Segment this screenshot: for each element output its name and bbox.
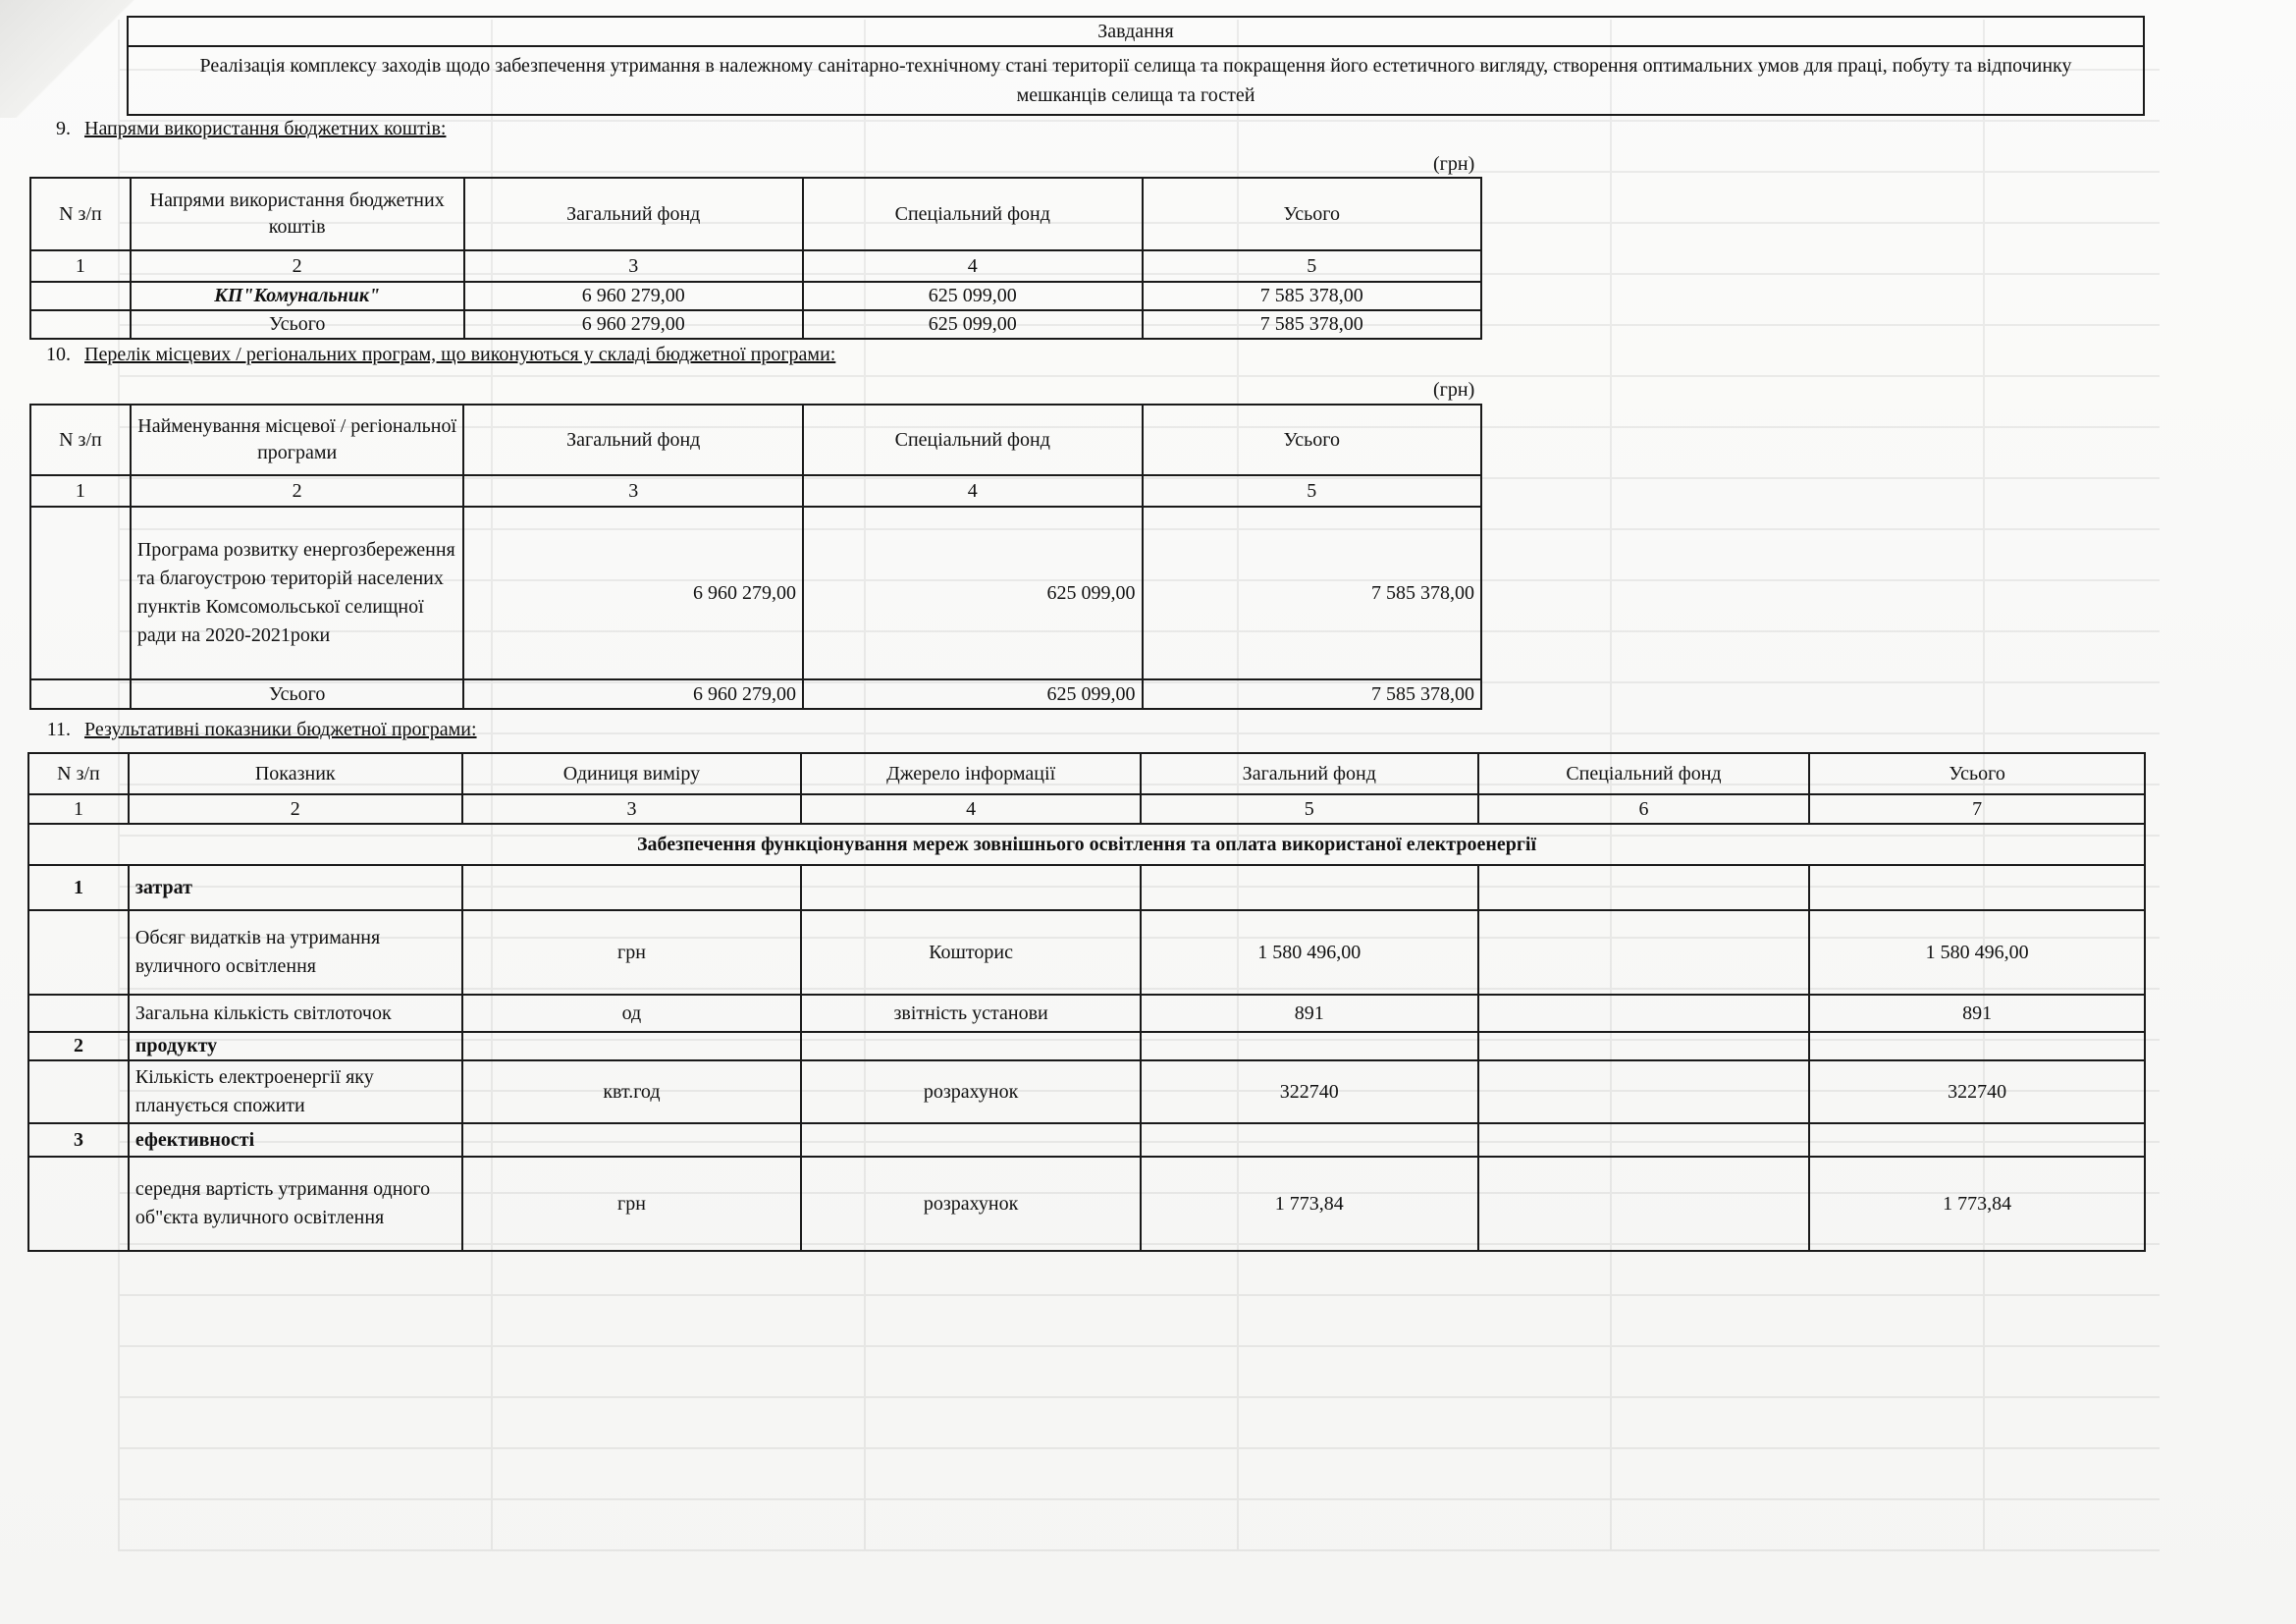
s11-r2-special xyxy=(1478,995,1810,1032)
s11-colnum-2: 2 xyxy=(129,794,462,824)
s11-group1-num: 1 xyxy=(28,865,129,910)
section9-title: Напрями використання бюджетних коштів: xyxy=(84,118,447,139)
s11-r4-special xyxy=(1478,1157,1810,1251)
s9-colnum-1: 1 xyxy=(30,250,131,282)
s10-r2-general: 6 960 279,00 xyxy=(463,679,803,709)
s11-r2-total: 891 xyxy=(1809,995,2145,1032)
s10-r1-special: 625 099,00 xyxy=(803,507,1143,679)
group-row xyxy=(28,1123,2145,1157)
s9-r1-num xyxy=(30,282,131,310)
s11-colnum-3: 3 xyxy=(462,794,802,824)
s9-r1-total: 7 585 378,00 xyxy=(1143,282,1481,310)
s9-colnum-4: 4 xyxy=(803,250,1143,282)
s11-header-general: Загальний фонд xyxy=(1141,753,1478,794)
s9-r1-name: КП"Комунальник" xyxy=(131,282,464,310)
section9-heading xyxy=(0,118,446,140)
s11-colnum-6: 6 xyxy=(1478,794,1810,824)
s11-r3-general: 322740 xyxy=(1141,1060,1478,1123)
s11-r3-special xyxy=(1478,1060,1810,1123)
s10-colnum-4: 4 xyxy=(803,475,1143,507)
s9-r1-general: 6 960 279,00 xyxy=(464,282,803,310)
s11-group2-name: продукту xyxy=(129,1032,462,1060)
s11-colnum-1: 1 xyxy=(28,794,129,824)
s10-header-program: Найменування місцевої / регіональної програми xyxy=(131,405,464,475)
section11-title: Результативні показники бюджетної програми: xyxy=(84,719,477,740)
s11-r4-unit: грн xyxy=(462,1157,802,1251)
s11-group3-name: ефективності xyxy=(129,1123,462,1157)
section10-currency: (грн) xyxy=(1433,379,1475,401)
section11-table xyxy=(27,752,2146,1252)
table-row xyxy=(28,1060,2145,1123)
s9-header-total: Усього xyxy=(1143,178,1481,250)
s9-r2-total: 7 585 378,00 xyxy=(1143,310,1481,339)
s11-r2-source: звітність установи xyxy=(801,995,1141,1032)
s10-r1-program: Програма розвитку енергозбереження та благоустрою територій населених пунктів Комсомольської селищної ради на 2020-2021роки xyxy=(131,507,464,679)
section10-heading xyxy=(0,344,835,366)
s10-r1-num xyxy=(30,507,131,679)
s9-r2-general: 6 960 279,00 xyxy=(464,310,803,339)
s10-header-special: Спеціальний фонд xyxy=(803,405,1143,475)
s11-header-indicator: Показник xyxy=(129,753,462,794)
group-row xyxy=(28,865,2145,910)
s11-r2-general: 891 xyxy=(1141,995,1478,1032)
s11-r1-indicator: Обсяг видатків на утримання вуличного освітлення xyxy=(129,910,462,995)
s10-colnum-5: 5 xyxy=(1143,475,1481,507)
s9-r2-special: 625 099,00 xyxy=(803,310,1143,339)
s11-group3-num: 3 xyxy=(28,1123,129,1157)
s11-group2-num: 2 xyxy=(28,1032,129,1060)
s10-header-total: Усього xyxy=(1143,405,1481,475)
s11-r2-unit: од xyxy=(462,995,802,1032)
task-heading: Завдання xyxy=(128,17,2144,46)
s10-colnum-1: 1 xyxy=(30,475,131,507)
s11-r4-general: 1 773,84 xyxy=(1141,1157,1478,1251)
s11-header-unit: Одиниця виміру xyxy=(462,753,802,794)
section9-table xyxy=(29,177,1482,340)
s9-header-special: Спеціальний фонд xyxy=(803,178,1143,250)
table-row xyxy=(28,910,2145,995)
section10-title: Перелік місцевих / регіональних програм, що виконуються у складі бюджетної програми: xyxy=(84,344,836,365)
folded-corner xyxy=(0,0,147,118)
s11-r3-total: 322740 xyxy=(1809,1060,2145,1123)
s10-header-general: Загальний фонд xyxy=(463,405,803,475)
s9-header-num: N з/п xyxy=(30,178,131,250)
s11-r1-num xyxy=(28,910,129,995)
section10-number: 10. xyxy=(46,344,71,365)
task-text: Реалізація комплексу заходів щодо забезпечення утримання в належному санітарно-технічному стані території селища та покращення його естетичного вигляду, створення оптимальних умов для праці, побуту та відпочинку мешканців селища та гостей xyxy=(128,46,2144,115)
s11-colnum-4: 4 xyxy=(801,794,1141,824)
s9-header-general: Загальний фонд xyxy=(464,178,803,250)
table-row xyxy=(30,679,1481,709)
s9-header-direction: Напрями використання бюджетних коштів xyxy=(131,178,464,250)
group-row xyxy=(28,1032,2145,1060)
s9-r2-num xyxy=(30,310,131,339)
s11-r1-total: 1 580 496,00 xyxy=(1809,910,2145,995)
s11-colnum-7: 7 xyxy=(1809,794,2145,824)
s10-colnum-2: 2 xyxy=(131,475,464,507)
table-row xyxy=(28,995,2145,1032)
s9-r2-name: Усього xyxy=(131,310,464,339)
s11-r3-num xyxy=(28,1060,129,1123)
section9-number: 9. xyxy=(56,118,71,139)
s10-r2-total: 7 585 378,00 xyxy=(1143,679,1481,709)
s10-r2-program: Усього xyxy=(131,679,464,709)
s11-header-total: Усього xyxy=(1809,753,2145,794)
s9-colnum-3: 3 xyxy=(464,250,803,282)
s11-colnum-5: 5 xyxy=(1141,794,1478,824)
s9-colnum-5: 5 xyxy=(1143,250,1481,282)
s11-group-title: Забезпечення функціонування мереж зовнішнього освітлення та оплата використаної електроенергії xyxy=(28,824,2145,865)
s11-r1-special xyxy=(1478,910,1810,995)
s11-r2-num xyxy=(28,995,129,1032)
s11-r4-num xyxy=(28,1157,129,1251)
s10-r2-special: 625 099,00 xyxy=(803,679,1143,709)
section11-heading xyxy=(0,719,477,741)
s11-group1-name: затрат xyxy=(129,865,462,910)
s11-r1-general: 1 580 496,00 xyxy=(1141,910,1478,995)
section11-number: 11. xyxy=(46,719,71,740)
s10-header-num: N з/п xyxy=(30,405,131,475)
table-row xyxy=(28,1157,2145,1251)
section10-table xyxy=(29,404,1482,710)
s9-colnum-2: 2 xyxy=(131,250,464,282)
s11-r3-indicator: Кількість електроенергії яку планується спожити xyxy=(129,1060,462,1123)
task-table xyxy=(127,16,2145,116)
s11-header-num: N з/п xyxy=(28,753,129,794)
table-row xyxy=(30,310,1481,339)
section9-currency: (грн) xyxy=(1433,153,1475,175)
s11-r2-indicator: Загальна кількість світлоточок xyxy=(129,995,462,1032)
table-row xyxy=(30,507,1481,679)
s10-r2-num xyxy=(30,679,131,709)
s10-r1-total: 7 585 378,00 xyxy=(1143,507,1481,679)
s10-colnum-3: 3 xyxy=(463,475,803,507)
s11-r3-source: розрахунок xyxy=(801,1060,1141,1123)
s11-r4-total: 1 773,84 xyxy=(1809,1157,2145,1251)
s11-r4-indicator: середня вартість утримання одного об"єкта вуличного освітлення xyxy=(129,1157,462,1251)
s11-r4-source: розрахунок xyxy=(801,1157,1141,1251)
s9-r1-special: 625 099,00 xyxy=(803,282,1143,310)
s11-r3-unit: квт.год xyxy=(462,1060,802,1123)
table-row xyxy=(30,282,1481,310)
s11-r1-unit: грн xyxy=(462,910,802,995)
s11-header-special: Спеціальний фонд xyxy=(1478,753,1810,794)
s10-r1-general: 6 960 279,00 xyxy=(463,507,803,679)
s11-header-source: Джерело інформації xyxy=(801,753,1141,794)
s11-r1-source: Кошторис xyxy=(801,910,1141,995)
